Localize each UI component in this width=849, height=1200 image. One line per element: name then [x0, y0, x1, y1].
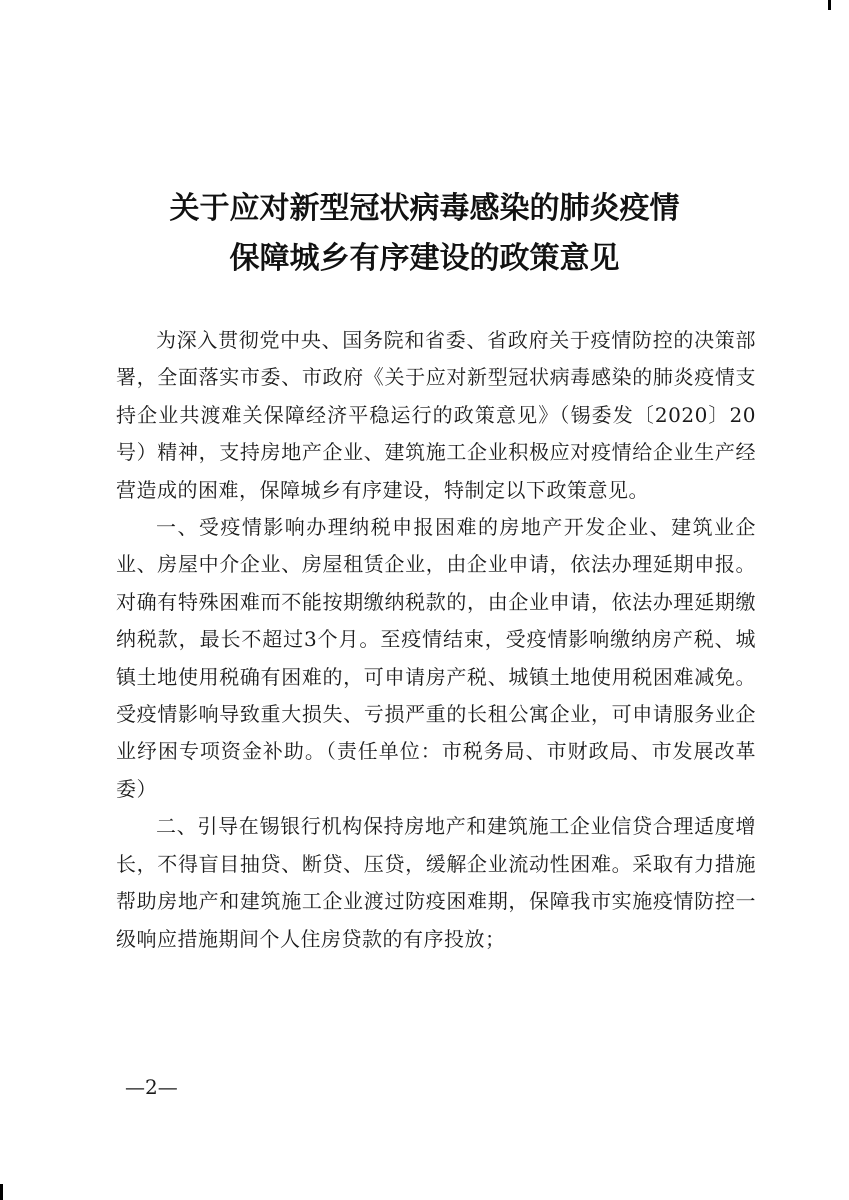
document-body: [116, 322, 756, 958]
scan-edge-mark-top: [828, 0, 831, 10]
title-line-1: 关于应对新型冠状病毒感染的肺炎疫情: [169, 191, 680, 226]
paragraph-item-1-tax: 一、受疫情影响办理纳税申报困难的房地产开发企业、建筑业企业、房屋中介企业、房屋租赁企业，由企业申请，依法办理延期申报。对确有特殊困难而不能按期缴纳税款的，由企业申请，依法办理延期缴纳税款，最长不超过3个月。至疫情结束，受疫情影响缴纳房产税、城镇土地使用税确有困难的，可申请房产税、城镇土地使用税困难减免。受疫情影响导致重大损失、亏损严重的长租公寓企业，可申请服务业企业纾困专项资金补助。（责任单位：市税务局、市财政局、市发展改革委）: [116, 515, 756, 801]
title-line-2: 保障城乡有序建设的政策意见: [229, 241, 620, 276]
paragraph-preamble: 为深入贯彻党中央、国务院和省委、省政府关于疫情防控的决策部署，全面落实市委、市政府《关于应对新型冠状病毒感染的肺炎疫情支持企业共渡难关保障经济平稳运行的政策意见》（锡委发〔2020〕20号）精神，支持房地产企业、建筑施工企业积极应对疫情给企业生产经营造成的困难，保障城乡有序建设，特制定以下政策意见。: [116, 328, 756, 502]
scan-edge-mark-bottom: [0, 1184, 3, 1200]
document-title: [0, 184, 849, 284]
paragraph-item-2-credit: 二、引导在锡银行机构保持房地产和建筑施工企业信贷合理适度增长，不得盲目抽贷、断贷、压贷，缓解企业流动性困难。采取有力措施帮助房地产和建筑施工企业渡过防疫困难期，保障我市实施疫情防控一级响应措施期间个人住房贷款的有序投放；: [116, 814, 756, 951]
page-number: —2—: [125, 1075, 178, 1099]
